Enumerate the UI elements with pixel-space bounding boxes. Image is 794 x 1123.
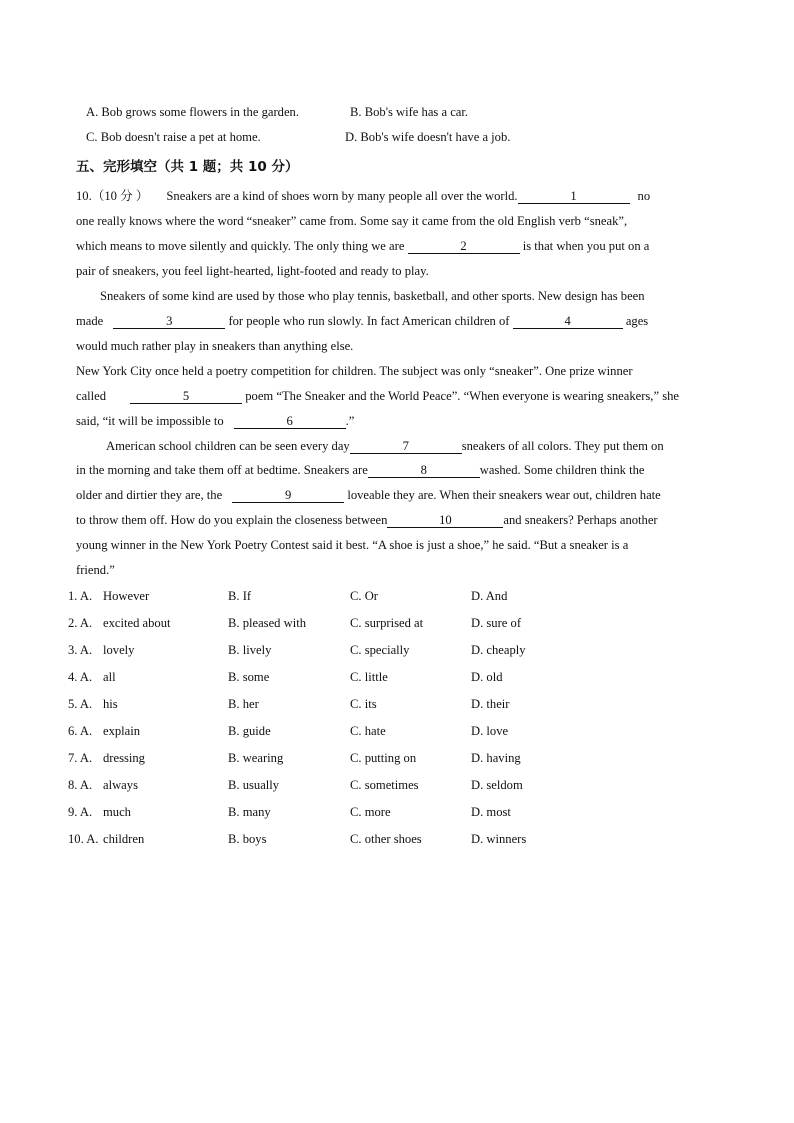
option-a: always bbox=[103, 778, 138, 792]
option-number: 7. A. bbox=[68, 751, 93, 765]
option-a: his bbox=[103, 697, 118, 711]
blank-3: 3 bbox=[113, 314, 225, 329]
option-row bbox=[68, 588, 628, 604]
option-c: C. hate bbox=[350, 724, 386, 738]
option-b: B. many bbox=[228, 805, 271, 819]
option-a: children bbox=[103, 832, 145, 846]
option-d: D. their bbox=[471, 697, 510, 711]
option-number: 2. A. bbox=[68, 616, 93, 630]
passage-line: one really knows where the word “sneaker” came from. Some say it came from the old English verb “sneak”, bbox=[76, 214, 628, 228]
option-a: explain bbox=[103, 724, 141, 738]
option-c: C. specially bbox=[350, 643, 410, 657]
passage-line: New York City once held a poetry competition for children. The subject was only “sneaker”. One prize winner bbox=[76, 364, 633, 378]
blank-7: 7 bbox=[350, 439, 462, 454]
option-b: B. some bbox=[228, 670, 270, 684]
passage-line: which means to move silently and quickly. The only thing we are 2 is that when you put on a bbox=[76, 239, 650, 253]
option-c: C. more bbox=[350, 805, 391, 819]
option-number: 4. A. bbox=[68, 670, 93, 684]
option-row bbox=[68, 642, 628, 658]
passage-line: young winner in the New York Poetry Contest said it best. “A shoe is just a shoe,” he said. “But a sneaker is a bbox=[76, 538, 629, 552]
option-d: D. And bbox=[471, 589, 508, 603]
option-number: 8. A. bbox=[68, 778, 93, 792]
passage-line: older and dirtier they are, the 9 loveable they are. When their sneakers wear out, children hate bbox=[76, 488, 661, 502]
option-a: all bbox=[103, 670, 116, 684]
blank-10: 10 bbox=[387, 513, 503, 528]
passage-line: to throw them off. How do you explain the closeness between 10 and sneakers? Perhaps another bbox=[76, 513, 658, 527]
option-row bbox=[68, 750, 628, 766]
prev-option-d: D. Bob's wife doesn't have a job. bbox=[345, 130, 511, 144]
blank-2: 2 bbox=[408, 239, 520, 254]
option-d: D. having bbox=[471, 751, 521, 765]
option-row bbox=[68, 804, 628, 820]
passage-line: would much rather play in sneakers than anything else. bbox=[76, 339, 354, 353]
option-b: B. lively bbox=[228, 643, 272, 657]
option-d: D. love bbox=[471, 724, 509, 738]
option-number: 5. A. bbox=[68, 697, 93, 711]
option-c: C. surprised at bbox=[350, 616, 424, 630]
option-d: D. old bbox=[471, 670, 503, 684]
passage-line: made 3 for people who run slowly. In fact American children of 4 ages bbox=[76, 314, 649, 328]
blank-8: 8 bbox=[368, 463, 480, 478]
passage-line: pair of sneakers, you feel light-hearted, light-footed and ready to play. bbox=[76, 264, 429, 278]
option-number: 6. A. bbox=[68, 724, 93, 738]
option-b: B. If bbox=[228, 589, 252, 603]
option-row bbox=[68, 669, 628, 685]
passage-line: called 5 poem “The Sneaker and the World Peace”. “When everyone is wearing sneakers,” she bbox=[76, 389, 679, 403]
option-b: B. pleased with bbox=[228, 616, 306, 630]
option-c: C. Or bbox=[350, 589, 378, 603]
blank-6: 6 bbox=[234, 414, 346, 429]
prev-option-a: A. Bob grows some flowers in the garden. bbox=[86, 105, 300, 119]
option-row bbox=[68, 831, 628, 847]
option-row bbox=[68, 615, 628, 631]
option-b: B. wearing bbox=[228, 751, 284, 765]
option-row bbox=[68, 723, 628, 739]
option-a: lovely bbox=[103, 643, 135, 657]
passage-line: American school children can be seen every day 7 sneakers of all colors. They put them on bbox=[106, 439, 664, 453]
option-number: 10. A. bbox=[68, 832, 99, 846]
option-a: much bbox=[103, 805, 131, 819]
option-d: D. cheaply bbox=[471, 643, 526, 657]
option-d: D. sure of bbox=[471, 616, 522, 630]
prev-option-c: C. Bob doesn't raise a pet at home. bbox=[86, 130, 261, 144]
passage-line: in the morning and take them off at bedtime. Sneakers are 8 washed. Some children think the bbox=[76, 463, 645, 477]
option-d: D. most bbox=[471, 805, 511, 819]
option-d: D. seldom bbox=[471, 778, 523, 792]
question-number: 10.（10 分 ） bbox=[76, 189, 149, 203]
option-c: C. little bbox=[350, 670, 388, 684]
option-c: C. other shoes bbox=[350, 832, 422, 846]
option-b: B. her bbox=[228, 697, 259, 711]
prev-option-b: B. Bob's wife has a car. bbox=[350, 105, 469, 119]
blank-5: 5 bbox=[130, 389, 242, 404]
passage-line: Sneakers of some kind are used by those who play tennis, basketball, and other sports. New design has been bbox=[100, 289, 645, 303]
passage-line: friend.” bbox=[76, 563, 115, 577]
option-b: B. guide bbox=[228, 724, 271, 738]
blank-1: 1 bbox=[518, 189, 630, 204]
blank-4: 4 bbox=[513, 314, 623, 329]
option-c: C. its bbox=[350, 697, 377, 711]
passage-line: said, “it will be impossible to 6 .” bbox=[76, 414, 355, 428]
section-heading: 五、完形填空（共 1 题；共 10 分） bbox=[76, 159, 299, 175]
option-d: D. winners bbox=[471, 832, 527, 846]
option-number: 1. A. bbox=[68, 589, 93, 603]
option-number: 3. A. bbox=[68, 643, 93, 657]
option-a: dressing bbox=[103, 751, 145, 765]
option-row bbox=[68, 777, 628, 793]
option-b: B. usually bbox=[228, 778, 280, 792]
option-row bbox=[68, 696, 628, 712]
blank-9: 9 bbox=[232, 488, 344, 503]
option-c: C. sometimes bbox=[350, 778, 419, 792]
option-a: excited about bbox=[103, 616, 171, 630]
option-a: However bbox=[103, 589, 150, 603]
option-number: 9. A. bbox=[68, 805, 93, 819]
passage-line: 10.（10 分 ） Sneakers are a kind of shoes worn by many people all over the world. 1 no bbox=[76, 189, 651, 203]
option-c: C. putting on bbox=[350, 751, 417, 765]
option-b: B. boys bbox=[228, 832, 267, 846]
